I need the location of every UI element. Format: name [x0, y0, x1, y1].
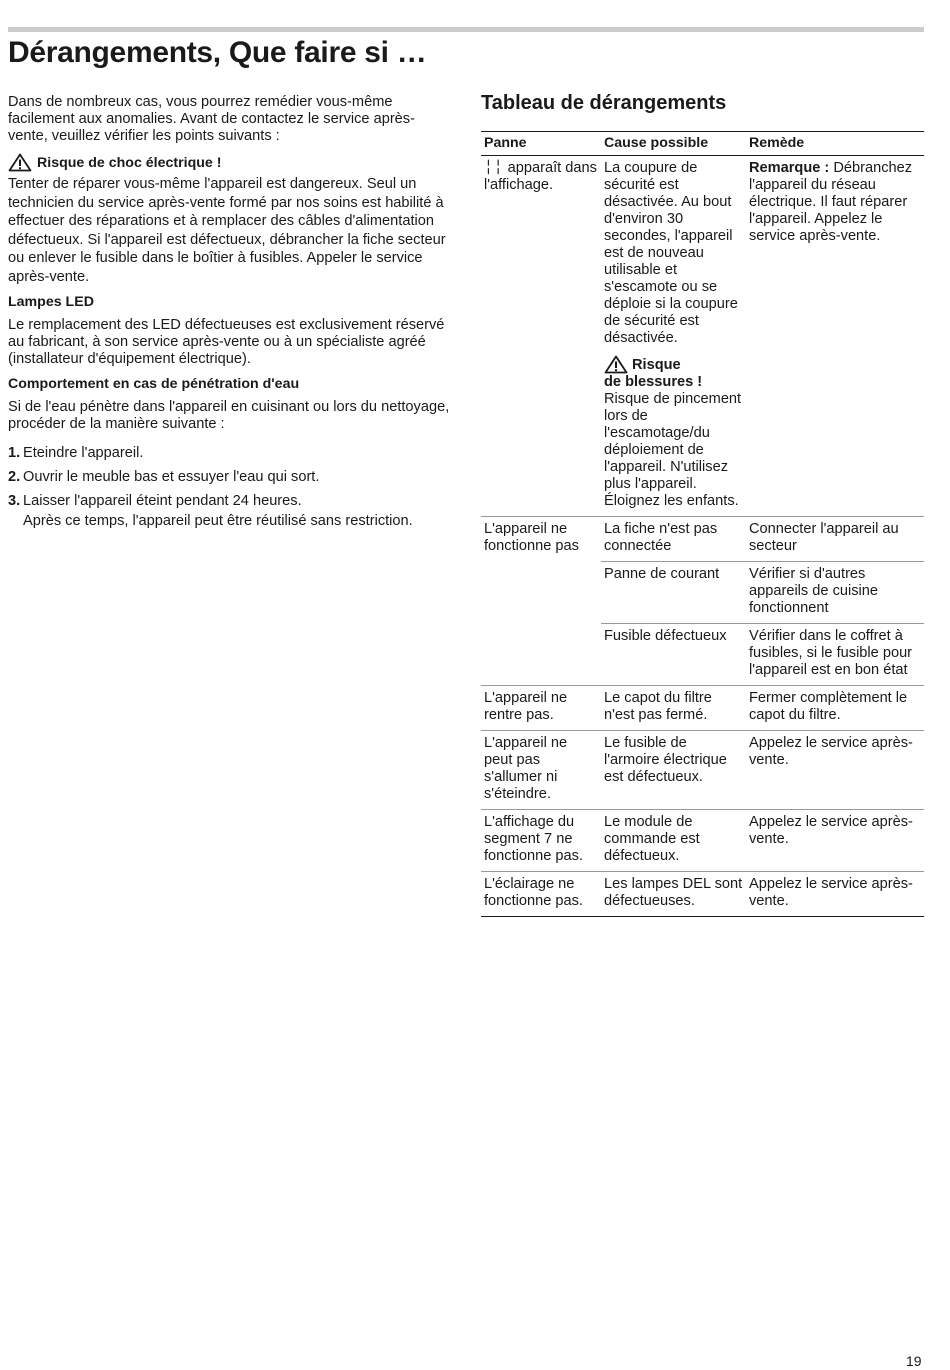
cell-cause: La coupure de sécurité est désactivée. Au bout d'environ 30 secondes, l'appareil est de nouveau utilisable et s'escamote ou se déploie si la coupure de sécurité est désactivée. Risque de blessures ! Risque de pincement lors de l'escamotage/du déploiement de l'appareil. N'utilisez plus l'appareil. Éloignez les enfants.: [601, 156, 746, 517]
cell-remede: Fermer complètement le capot du filtre.: [746, 686, 924, 731]
left-column: [8, 94, 454, 530]
cell-panne: L'appareil ne fonctionne pas: [481, 517, 601, 686]
injury-warning: [604, 355, 743, 510]
table-row: [481, 686, 924, 731]
page-title: Dérangements, Que faire si …: [8, 36, 427, 69]
water-text: Si de l'eau pénètre dans l'appareil en cuisinant ou lors du nettoyage, procéder de la manière suivante :: [8, 399, 450, 432]
table-row: [481, 872, 924, 917]
injury-warning-title-1: Risque: [632, 357, 681, 373]
cell-remede: Appelez le service après-vente.: [746, 731, 924, 810]
electric-warning-heading: [8, 153, 454, 172]
fault-table: [481, 131, 924, 917]
cell-cause: La fiche n'est pas connectée: [601, 517, 746, 562]
cell-cause: Le capot du filtre n'est pas fermé.: [601, 686, 746, 731]
cell-panne: L'appareil ne peut pas s'allumer ni s'éteindre.: [481, 731, 601, 810]
injury-warning-title-2: de blessures !: [604, 374, 703, 390]
cell-panne: L'éclairage ne fonctionne pas.: [481, 872, 601, 917]
table-header-row: [481, 132, 924, 156]
cell-remede: Vérifier dans le coffret à fusibles, si le fusible pour l'appareil est en bon état: [746, 624, 924, 686]
step-item: 1. Eteindre l'appareil.: [8, 445, 144, 461]
table-row: [481, 731, 924, 810]
cell-cause: Les lampes DEL sont défectueuses.: [601, 872, 746, 917]
water-heading: Comportement en cas de pénétration d'eau: [8, 376, 300, 392]
cell-cause: Panne de courant: [601, 562, 746, 624]
intro-paragraph: Dans de nombreux cas, vous pourrez remédier vous-même facilement aux anomalies. Avant de contactez le service après-vente, veuillez vérifier les points suivants :: [8, 94, 415, 144]
warning-title: Risque de choc électrique !: [37, 155, 222, 171]
table-row: [481, 517, 924, 562]
page-number: 19: [906, 1353, 922, 1369]
cell-panne: L'affichage du segment 7 ne fonctionne pas.: [481, 810, 601, 872]
cell-panne: ╎╎ apparaît dans l'affichage.: [481, 156, 601, 517]
header-rule: [8, 27, 924, 32]
cell-remede: Appelez le service après-vente.: [746, 872, 924, 917]
warning-text: Tenter de réparer vous-même l'appareil est dangereux. Seul un technicien du service après-vente formé par nos soins est habilité à effectuer des réparations et à remplacer des câbles d'alimentation défectueux. Si l'appareil est défectueux, débrancher la fiche secteur ou enlever le fusible dans le boîtier à fusibles. Appeler le service après-vente.: [8, 176, 446, 285]
column-header-panne: Panne: [481, 132, 601, 156]
table-heading: Tableau de dérangements: [481, 92, 727, 114]
step-note: Après ce temps, l'appareil peut être réutilisé sans restriction.: [23, 513, 413, 529]
cell-remede: Remarque : Débranchez l'appareil du réseau électrique. Il faut réparer l'appareil. Appelez le service après-vente.: [746, 156, 924, 517]
cell-remede: Vérifier si d'autres appareils de cuisine fonctionnent: [746, 562, 924, 624]
injury-warning-text: Risque de pincement lors de l'escamotage/du déploiement de l'appareil. N'utilisez plus l'appareil. Éloignez les enfants.: [604, 391, 742, 509]
warning-triangle-icon: [604, 355, 628, 374]
steps-list: [8, 445, 454, 510]
cell-cause: Fusible défectueux: [601, 624, 746, 686]
led-heading: Lampes LED: [8, 294, 94, 310]
step-item: 3. Laisser l'appareil éteint pendant 24 heures.: [8, 493, 302, 509]
step-item: 2. Ouvrir le meuble bas et essuyer l'eau qui sort.: [8, 469, 320, 485]
warning-triangle-icon: [8, 153, 32, 172]
cell-remede: Connecter l'appareil au secteur: [746, 517, 924, 562]
display-segment-symbol: ╎╎: [484, 160, 504, 176]
column-header-cause: Cause possible: [601, 132, 746, 156]
led-text: Le remplacement des LED défectueuses est exclusivement réservé au fabricant, à son service après-vente ou à un spécialiste agréé (installateur d'équipement électrique).: [8, 317, 445, 367]
cell-panne: L'appareil ne rentre pas.: [481, 686, 601, 731]
table-row: [481, 156, 924, 517]
cell-remede: Appelez le service après-vente.: [746, 810, 924, 872]
cell-cause: Le module de commande est défectueux.: [601, 810, 746, 872]
remark-label: Remarque :: [749, 160, 830, 176]
table-row: [481, 810, 924, 872]
column-header-remede: Remède: [746, 132, 924, 156]
cell-cause: Le fusible de l'armoire électrique est défectueux.: [601, 731, 746, 810]
